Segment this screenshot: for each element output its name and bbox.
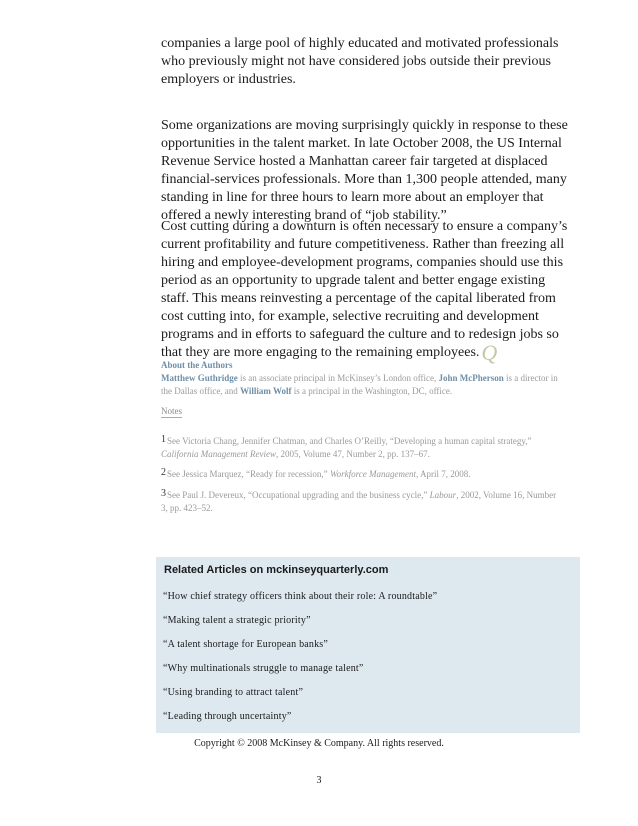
note-source: Workforce Management — [329, 469, 416, 479]
note-number: 2 — [161, 467, 166, 478]
notes-heading: Notes — [161, 406, 182, 416]
related-articles-title: Related Articles on mckinseyquarterly.com — [164, 564, 389, 576]
note-text: See Jessica Marquez, “Ready for recession,” — [167, 469, 330, 479]
note-item-2 — [161, 466, 561, 481]
note-number: 3 — [161, 488, 166, 499]
note-text: See Paul J. Devereux, “Occupational upgrading and the business cycle,” — [167, 490, 430, 500]
author-text-2: is a director in the Dallas office, and — [161, 373, 558, 396]
body-paragraph-1: companies a large pool of highly educated and motivated professionals who previously might not have considered jobs outside their previous employers or industries. — [161, 36, 559, 87]
note-item-3 — [161, 487, 561, 515]
note-rest: , 2002, Volume 16, Number 3, pp. 423–52. — [161, 490, 557, 513]
related-article-link[interactable]: “Using branding to attract talent” — [163, 687, 304, 698]
related-article-link[interactable]: “Making talent a strategic priority” — [163, 615, 311, 626]
author-text-1: is an associate principal in McKinsey’s London office, — [237, 373, 439, 383]
related-article-link[interactable]: “Why multinationals struggle to manage talent” — [163, 663, 364, 674]
related-articles-box — [156, 557, 580, 733]
end-mark-icon: Q — [481, 340, 498, 365]
note-source: Labour — [429, 490, 457, 500]
note-number: 1 — [161, 434, 166, 445]
body-paragraph-3-text: Cost cutting during a downturn is often necessary to ensure a company’s current profitability and future competitiveness. Rather than freezing all hiring and employee-development programs, companies should use this period as an opportunity to upgrade talent and better engage existing staff. This means reinvesting a percentage of the capital liberated from cost cutting into, for example, selective recruiting and development programs and in efforts to safeguard the culture and to redesign jobs so that they are more engaging to the remaining employees. — [161, 219, 568, 360]
about-authors-title: About the Authors — [161, 360, 233, 370]
note-item-1 — [161, 433, 561, 461]
note-text: See Victoria Chang, Jennifer Chatman, and Charles O’Reilly, “Developing a human capital strategy,” — [167, 436, 532, 446]
author-text-3: is a principal in the Washington, DC, office. — [291, 386, 453, 396]
body-paragraph-2: Some organizations are moving surprisingly quickly in response to these opportunities in the talent market. In late October 2008, the US Internal Revenue Service hosted a Manhattan career fair targeted at displaced financial-services professionals. More than 1,300 people attended, many standing in line for three hours to learn more about an employer that offered a newly interesting brand of “job stability.” — [161, 118, 568, 223]
author-name-1: Matthew Guthridge — [161, 373, 238, 383]
related-article-link[interactable]: “How chief strategy officers think about their role: A roundtable” — [163, 591, 438, 602]
about-authors — [161, 359, 561, 398]
note-source: California Management Review — [161, 449, 276, 459]
related-article-link[interactable]: “A talent shortage for European banks” — [163, 639, 329, 650]
note-rest: , 2005, Volume 47, Number 2, pp. 137–67. — [275, 449, 430, 459]
author-name-3: William Wolf — [240, 386, 292, 396]
author-name-2: John McPherson — [438, 373, 504, 383]
copyright-notice: Copyright © 2008 McKinsey & Company. All rights reserved. — [194, 738, 444, 749]
page-number: 3 — [316, 775, 322, 786]
note-rest: , April 7, 2008. — [416, 469, 471, 479]
related-article-link[interactable]: “Leading through uncertainty” — [163, 711, 292, 722]
